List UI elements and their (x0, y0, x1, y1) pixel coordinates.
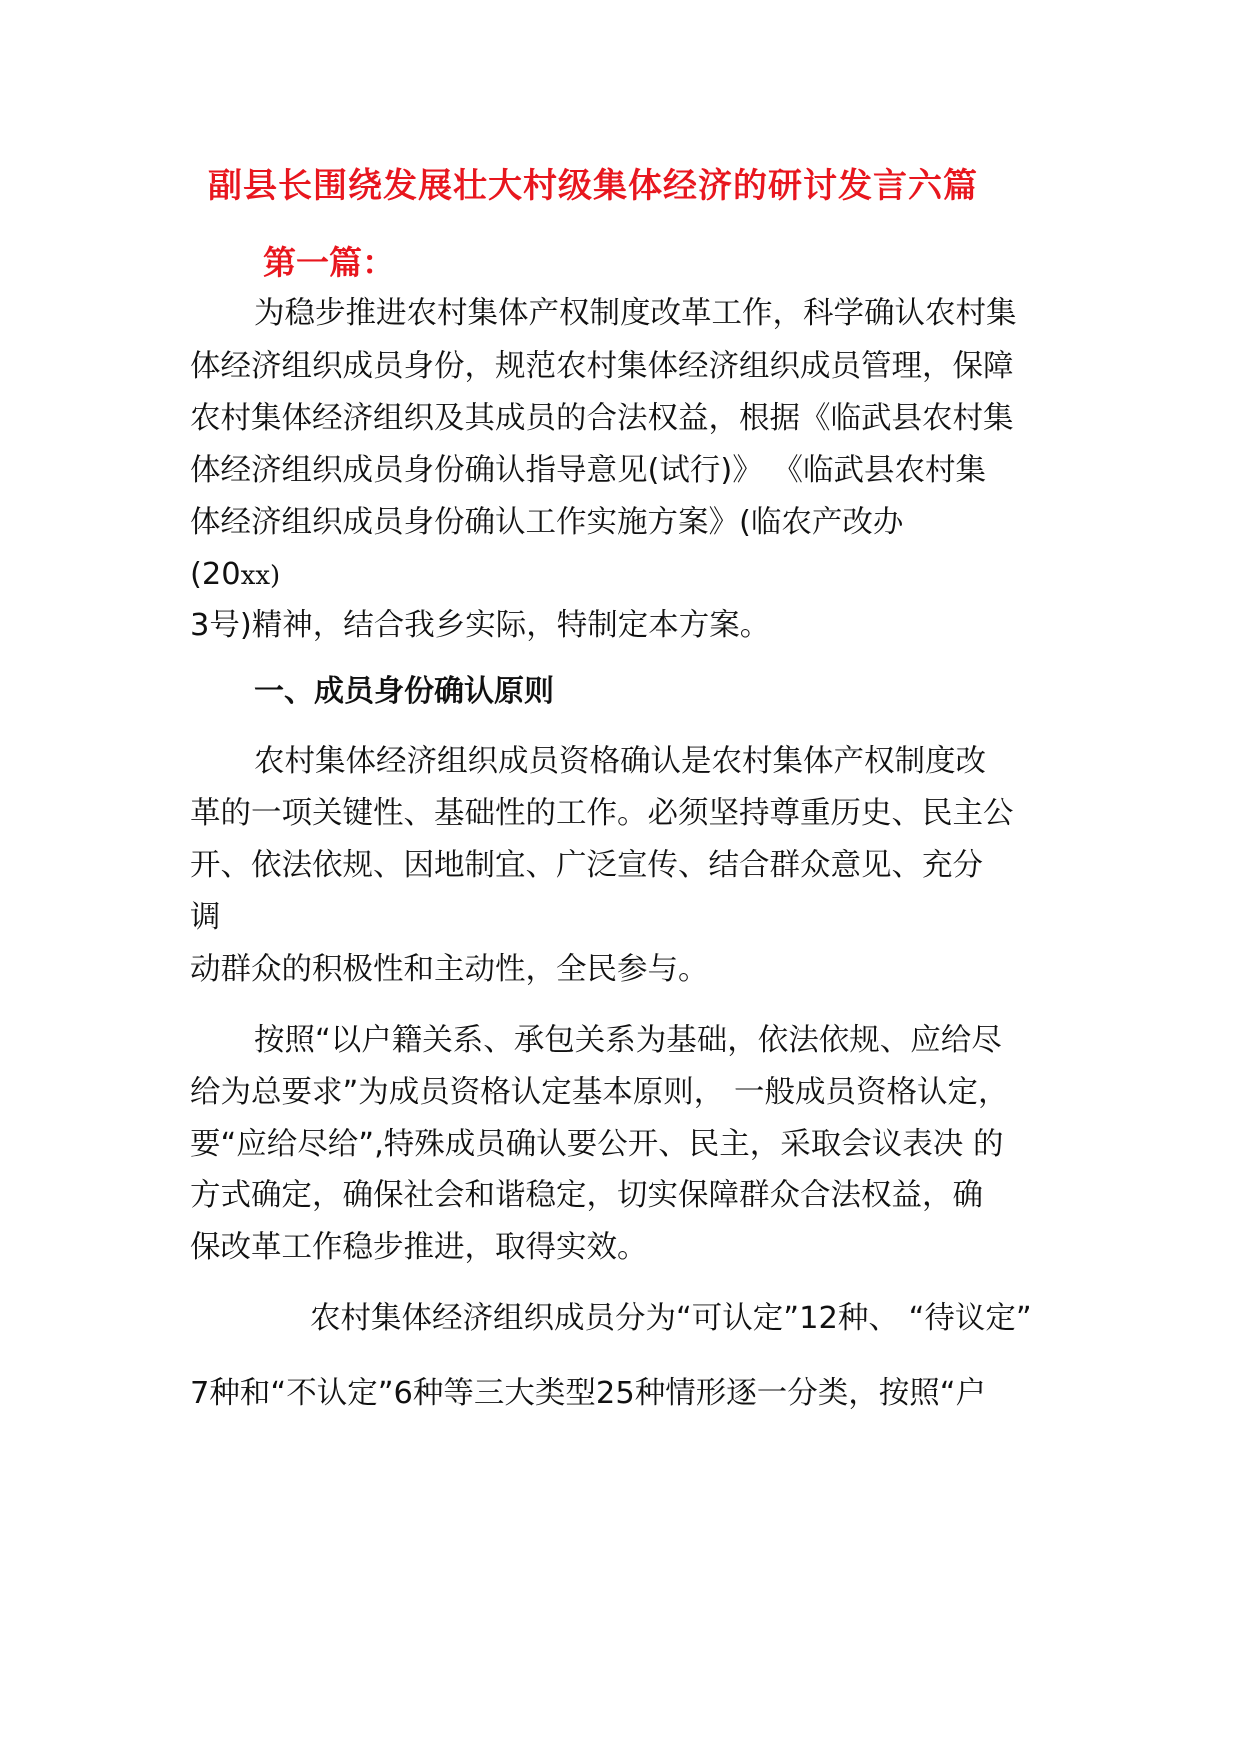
paragraph-line: 体经济组织成员身份确认指导意见(试行)》 《临武县农村集 (190, 453, 986, 488)
paragraph-line: 7种和“不认定”6种等三大类型25种情形逐一分类，按照“户 (190, 1376, 987, 1411)
paragraph-line: 保改革工作稳步推进，取得实效。 (190, 1230, 648, 1265)
paragraph-line: 按照“以户籍关系、承包关系为基础，依法依规、应给尽 (254, 1023, 1002, 1058)
document-title: 副县长围绕发展壮大村级集体经济的研讨发言六篇 (208, 166, 978, 206)
paragraph-line: 要“应给尽给”,特殊成员确认要公开、民主，采取会议表决 的 (190, 1127, 1004, 1162)
paragraph-fragment: (20 (190, 557, 241, 592)
paragraph-line: 农村集体经济组织成员分为“可认定”12种、 “待议定” (310, 1301, 1032, 1336)
paragraph-line: 动群众的积极性和主动性，全民参与。 (190, 952, 709, 987)
section-heading: 一、成员身份确认原则 (254, 674, 554, 709)
paragraph-line: 体经济组织成员身份，规范农村集体经济组织成员管理，保障 (190, 349, 1014, 384)
paragraph-line: 革的一项关键性、基础性的工作。必须坚持尊重历史、民主公 (190, 796, 1014, 831)
paragraph-line: 农村集体经济组织成员资格确认是农村集体产权制度改 (254, 744, 986, 779)
paragraph-line: 给为总要求”为成员资格认定基本原则， 一般成员资格认定， (190, 1075, 1009, 1110)
paragraph-line (190, 555, 280, 596)
paragraph-line: 农村集体经济组织及其成员的合法权益，根据《临武县农村集 (190, 401, 1014, 436)
part-label: 第一篇： (263, 243, 395, 282)
paragraph-line: 3号)精神，结合我乡实际，特制定本方案。 (190, 608, 771, 643)
paragraph-fragment: xx) (240, 561, 281, 591)
paragraph-line: 方式确定，确保社会和谐稳定，切实保障群众合法权益，确 (190, 1178, 983, 1213)
paragraph-line: 体经济组织成员身份确认工作实施方案》(临农产改办 (190, 505, 904, 540)
paragraph-line: 开、依法依规、因地制宜、广泛宣传、结合群众意见、充分 (190, 848, 983, 883)
paragraph-line: 为稳步推进农村集体产权制度改革工作，科学确认农村集 (254, 296, 1017, 331)
paragraph-line: 调 (190, 900, 221, 935)
